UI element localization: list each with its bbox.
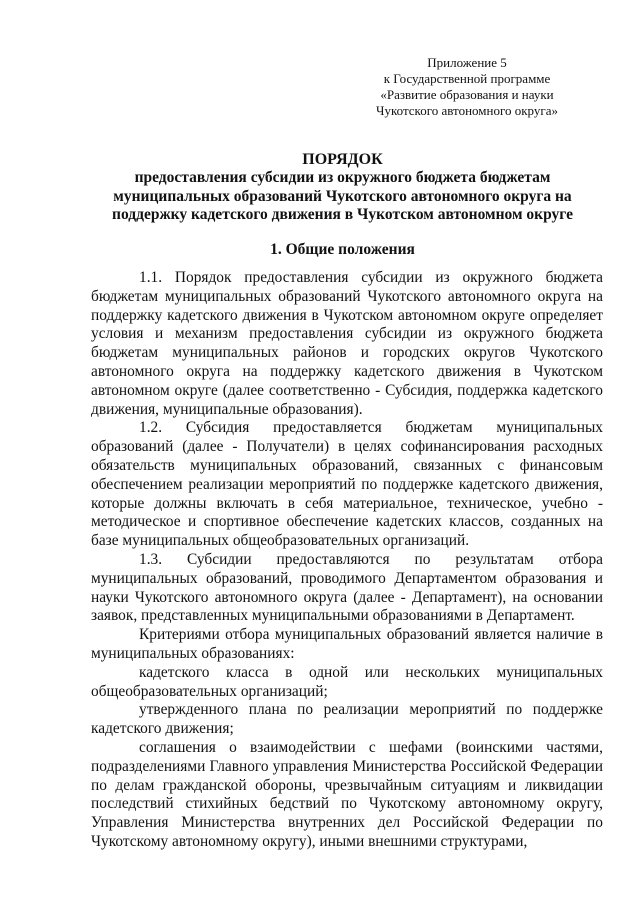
- paragraph-1-3: 1.3. Субсидии предоставляются по результатам отбора муниципальных образований, проводимого Департаментом образования и науки Чукотского автономного округа (далее - Департамент), на основании заявок, представленных муниципальными образованиями в Департамент.: [91, 550, 603, 625]
- document-title: [70, 150, 615, 225]
- paragraph-1-2: 1.2. Субсидия предоставляется бюджетам муниципальных образований (далее - Получатели) в целях софинансирования расходных обязательств муниципальных образований, связанных с финансовым обеспечением реализации мероприятий по поддержке кадетского движения, которые должны включать в себя материальное, техническое, учебно - методическое и спортивное обеспечение кадетских классов, созданных на базе муниципальных общеобразовательных организаций.: [91, 419, 603, 550]
- title-main: ПОРЯДОК: [302, 151, 383, 168]
- title-line-1: предоставления субсидии из окружного бюджета бюджетам: [134, 169, 551, 186]
- paragraph-criterion-plan: утвержденного плана по реализации мероприятий по поддержке кадетского движения;: [91, 701, 603, 738]
- title-line-3: поддержку кадетского движения в Чукотском автономном округе: [112, 206, 573, 223]
- title-line-2: муниципальных образований Чукотского автономного округа на: [113, 187, 572, 205]
- appendix-line-3: «Развитие образования и науки: [380, 87, 554, 102]
- appendix-note: [340, 55, 594, 119]
- appendix-line-1: Приложение 5: [427, 55, 507, 70]
- appendix-line-4: Чукотского автономного округа»: [376, 103, 558, 118]
- document-body: [91, 269, 603, 852]
- paragraph-criterion-cadet-class: кадетского класса в одной или нескольких муниципальных общеобразовательных организаций;: [91, 663, 603, 700]
- appendix-line-2: к Государственной программе: [383, 71, 551, 86]
- paragraph-criterion-agreement: соглашения о взаимодействии с шефами (воинскими частями, подразделениями Главного управления Министерства Российской Федерации по делам гражданской обороны, чрезвычайным ситуациям и ликвидации последствий стихийных бедствий по Чукотскому автономному округу, Управления Министерства внутренних дел Российской Федерации по Чукотскому автономному округу), иными внешними структурами,: [91, 738, 603, 850]
- paragraph-1-1: 1.1. Порядок предоставления субсидии из окружного бюджета бюджетам муниципальных образований Чукотского автономного округа на поддержку кадетского движения в Чукотском автономном округе определяет условия и механизм предоставления субсидии из окружного бюджета бюджетам муниципальных районов и городских округов Чукотского автономного округа на поддержку кадетского движения в Чукотском автономном округе (далее соответственно - Субсидия, поддержка кадетского движения, муниципальные образования).: [91, 269, 603, 418]
- section-heading: 1. Общие положения: [270, 241, 415, 258]
- paragraph-criteria: Критериями отбора муниципальных образований является наличие в муниципальных образованиях:: [91, 626, 603, 662]
